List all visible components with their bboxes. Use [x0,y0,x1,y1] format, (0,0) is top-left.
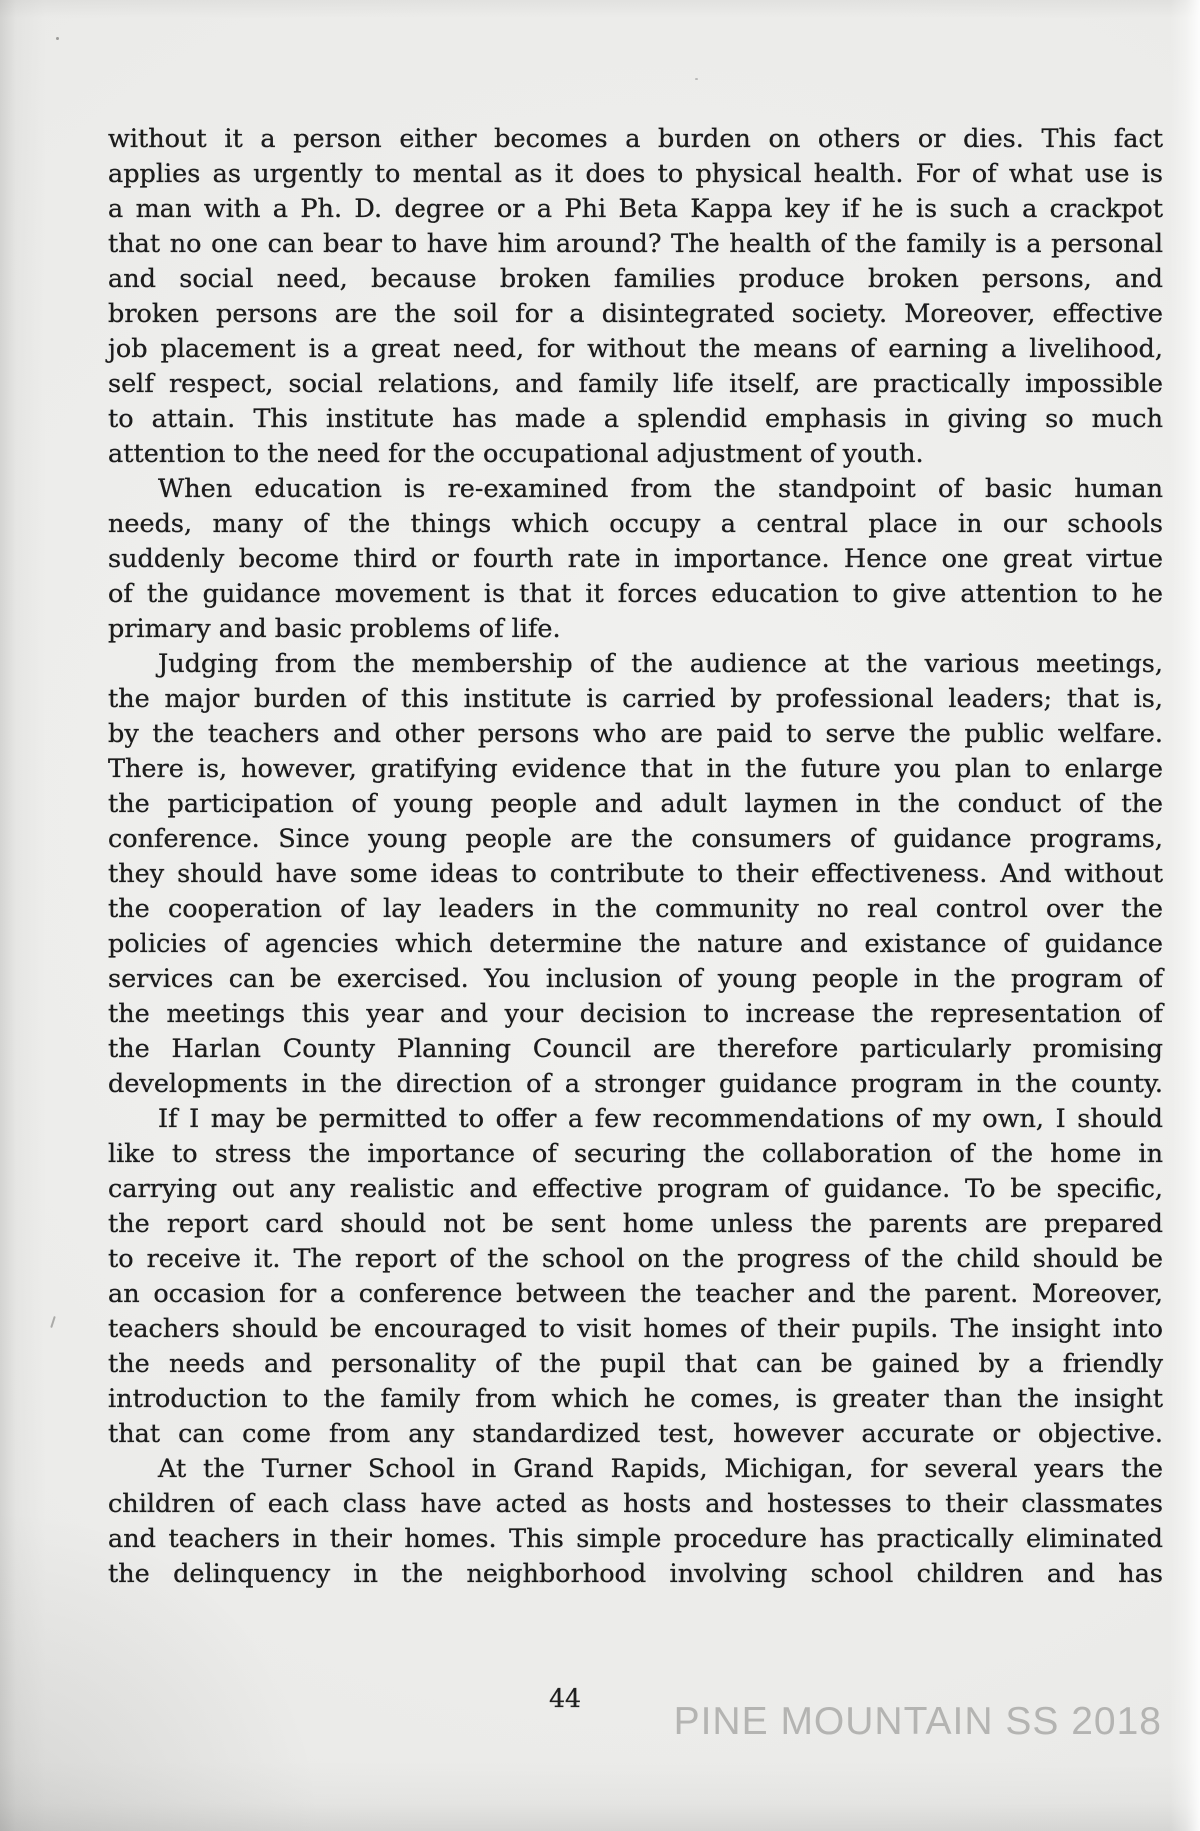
page-text [108,122,1163,1592]
text-line: attention to the need for the occupational adjustment of youth. [108,439,924,469]
text-line: suddenly become third or fourth rate in importance. Hence one great virtue [108,544,1163,574]
text-line: policies of agencies which determine the nature and existance of guidance [108,929,1163,959]
text-line: by the teachers and other persons who are paid to serve the public welfare. [108,719,1163,749]
scan-artifact-slash [50,1316,56,1328]
text-line: without it a person either becomes a burden on others or dies. This fact [108,124,1163,154]
text-line: the participation of young people and adult laymen in the conduct of the [108,789,1163,819]
text-line: Judging from the membership of the audience at the various meetings, [158,649,1163,679]
paragraph [108,122,1163,472]
text-line: teachers should be encouraged to visit homes of their pupils. The insight into [108,1314,1163,1344]
paragraph [108,647,1163,1102]
text-line: and social need, because broken families produce broken persons, and [108,264,1163,294]
text-line: that can come from any standardized test, however accurate or objective. [108,1419,1163,1449]
text-line: conference. Since young people are the consumers of guidance programs, [108,824,1163,854]
text-line: the delinquency in the neighborhood involving school children and has [108,1559,1163,1589]
text-line: like to stress the importance of securing the collaboration of the home in [108,1139,1163,1169]
text-line: When education is re-examined from the standpoint of basic human [158,474,1163,504]
text-line: services can be exercised. You inclusion of young people in the program of [108,964,1163,994]
text-line: primary and basic problems of life. [108,614,561,644]
watermark: PINE MOUNTAIN SS 2018 [673,1700,1162,1743]
text-line: At the Turner School in Grand Rapids, Michigan, for several years the [158,1454,1163,1484]
text-line: carrying out any realistic and effective program of guidance. To be specific, [108,1174,1163,1204]
text-line: broken persons are the soil for a disintegrated society. Moreover, effective [108,299,1163,329]
text-line: job placement is a great need, for without the means of earning a livelihood, [108,334,1163,364]
text-line: of the guidance movement is that it forces education to give attention to he [108,579,1163,609]
text-line: the report card should not be sent home unless the parents are prepared [108,1209,1163,1239]
scan-speck [56,37,59,40]
text-line: to attain. This institute has made a splendid emphasis in giving so much [108,404,1163,434]
text-line: an occasion for a conference between the teacher and the parent. Moreover, [108,1279,1163,1309]
scan-speck [695,78,698,80]
text-line: that no one can bear to have him around? The health of the family is a personal [108,229,1163,259]
text-line: the meetings this year and your decision to increase the representation of [108,999,1163,1029]
text-line: needs, many of the things which occupy a central place in our schools [108,509,1163,539]
text-line: the cooperation of lay leaders in the community no real control over the [108,894,1163,924]
paragraph [108,1452,1163,1592]
text-line: If I may be permitted to offer a few recommendations of my own, I should [158,1104,1163,1134]
text-line: children of each class have acted as hosts and hostesses to their classmates [108,1489,1163,1519]
text-line: the needs and personality of the pupil that can be gained by a friendly [108,1349,1163,1379]
page-number: 44 [549,1684,581,1713]
text-line: the major burden of this institute is carried by professional leaders; that is, [108,684,1163,714]
text-line: There is, however, gratifying evidence that in the future you plan to enlarge [108,754,1163,784]
text-line: applies as urgently to mental as it does to physical health. For of what use is [108,159,1163,189]
paragraph [108,1102,1163,1452]
text-line: introduction to the family from which he comes, is greater than the insight [108,1384,1163,1414]
text-line: self respect, social relations, and family life itself, are practically impossible [108,369,1163,399]
paragraph [108,472,1163,647]
text-line: and teachers in their homes. This simple procedure has practically eliminated [108,1524,1163,1554]
text-line: a man with a Ph. D. degree or a Phi Beta Kappa key if he is such a crackpot [108,194,1163,224]
text-line: the Harlan County Planning Council are therefore particularly promising [108,1034,1163,1064]
text-line: to receive it. The report of the school on the progress of the child should be [108,1244,1163,1274]
text-line: developments in the direction of a stronger guidance program in the county. [108,1069,1163,1099]
text-line: they should have some ideas to contribute to their effectiveness. And without [108,859,1163,889]
